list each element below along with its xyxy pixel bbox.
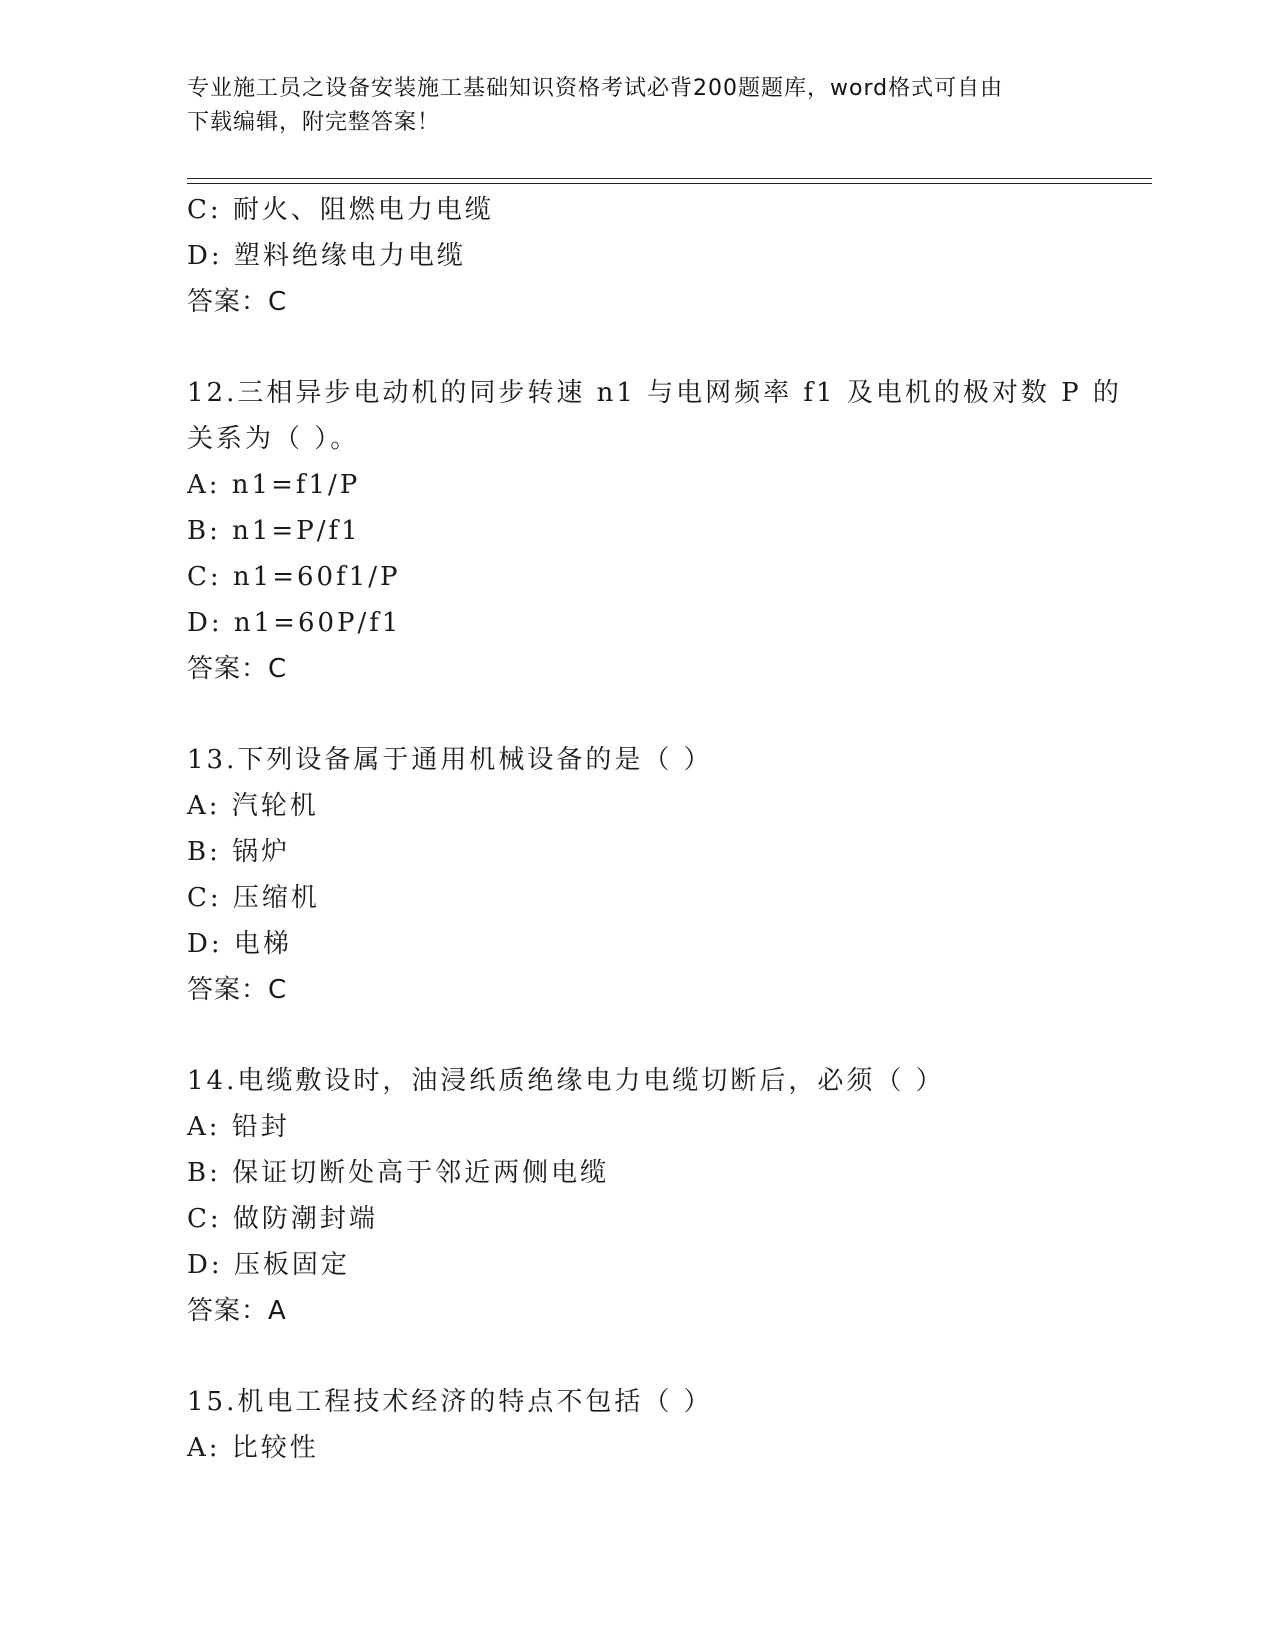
option-a: A: 铅封 bbox=[187, 1112, 290, 1142]
question-stem-line: 13.下列设备属于通用机械设备的是（ ） bbox=[187, 745, 713, 775]
option-b: B: 保证切断处高于邻近两侧电缆 bbox=[187, 1158, 610, 1188]
option-a: A: 比较性 bbox=[187, 1433, 319, 1463]
option-c: C: n1=60f1/P bbox=[187, 562, 401, 592]
question-stem-line: 14.电缆敷设时，油浸纸质绝缘电力电缆切断后，必须（ ） bbox=[187, 1066, 945, 1096]
answer-line: 答案：C bbox=[187, 654, 288, 684]
header-divider-bottom bbox=[187, 183, 1152, 184]
option-d: D: 压板固定 bbox=[187, 1250, 350, 1280]
question-stem-line: 12.三相异步电动机的同步转速 n1 与电网频率 f1 及电机的极对数 P 的 bbox=[187, 378, 1122, 408]
header-divider-top bbox=[187, 178, 1152, 179]
document-header bbox=[187, 72, 1067, 140]
option-b: B: 锅炉 bbox=[187, 837, 291, 867]
question-stem-line: 关系为（ ）。 bbox=[187, 424, 360, 454]
spacer bbox=[187, 1334, 1152, 1379]
header-line-2: 下载编辑，附完整答案！ bbox=[187, 110, 441, 135]
option-d: D: 电梯 bbox=[187, 929, 292, 959]
answer-line: 答案：C bbox=[187, 975, 288, 1005]
answer-line: 答案：C bbox=[187, 287, 288, 317]
option-a: A: 汽轮机 bbox=[187, 791, 319, 821]
spacer bbox=[187, 325, 1152, 370]
option-d: D: 塑料绝缘电力电缆 bbox=[187, 241, 466, 271]
question-13 bbox=[187, 737, 1152, 1013]
carryover-block bbox=[187, 187, 1152, 325]
option-a: A: n1=f1/P bbox=[187, 470, 361, 500]
spacer bbox=[187, 1013, 1152, 1058]
question-14 bbox=[187, 1058, 1152, 1334]
option-c: C: 做防潮封端 bbox=[187, 1204, 378, 1234]
spacer bbox=[187, 692, 1152, 737]
question-15 bbox=[187, 1379, 1152, 1471]
option-c: C: 压缩机 bbox=[187, 883, 320, 913]
header-line-1: 专业施工员之设备安装施工基础知识资格考试必背200题题库，word格式可自由 bbox=[187, 76, 1004, 101]
question-list bbox=[187, 187, 1152, 1471]
option-b: B: n1=P/f1 bbox=[187, 516, 361, 546]
answer-line: 答案：A bbox=[187, 1296, 287, 1326]
question-stem-line: 15.机电工程技术经济的特点不包括（ ） bbox=[187, 1387, 713, 1417]
option-d: D: n1=60P/f1 bbox=[187, 608, 402, 638]
question-12 bbox=[187, 370, 1152, 692]
option-c: C: 耐火、阻燃电力电缆 bbox=[187, 195, 494, 225]
